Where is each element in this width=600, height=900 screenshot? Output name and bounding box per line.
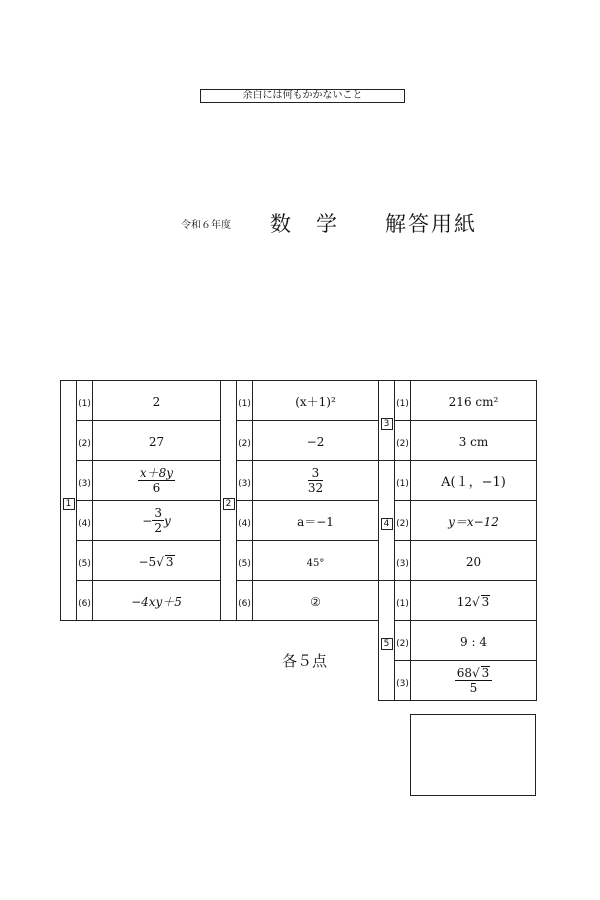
q2-4-answer-cell [253,501,379,541]
q2-6-num-cell [237,581,253,621]
q1-5-prefix: −5 [138,555,157,569]
q2-2-num-cell [237,421,253,461]
q2-5-num-cell [237,541,253,581]
q3-1-num: (1) [396,399,409,409]
page-title: 数 学 解答用紙 [270,212,477,236]
q4-1-answer-cell [411,461,537,501]
q1-4-answer-cell [93,501,221,541]
q2-1-num-cell [237,381,253,421]
q2-1-num: (1) [238,399,251,409]
q1-3-num-cell [77,461,93,501]
q1-3-fraction [138,466,175,495]
q5-3-num-cell [395,661,411,701]
q2-2-num: (2) [238,439,251,449]
q2-table [220,380,379,621]
q4-3-answer-cell [411,541,537,581]
q1-4-denominator: 2 [154,521,162,535]
q2-5-answer-cell [253,541,379,581]
score-note: 各５点 [282,652,328,670]
q5-1-num-cell [395,581,411,621]
q1-6-answer-cell [93,581,221,621]
q2-3-numerator: 3 [308,466,323,481]
q2-3-answer-cell [253,461,379,501]
q5-3-numerator [455,666,493,681]
q2-4-answer: a＝−1 [297,515,334,529]
q1-3-answer-cell [93,461,221,501]
q3-label: 3 [381,418,393,430]
q3-1-answer-cell [411,381,537,421]
q2-2-answer-cell [253,421,379,461]
q5-1-prefix: 12 [456,595,472,609]
q4-number-cell [379,461,395,581]
q5-3-num: (3) [396,679,409,689]
q1-5-num: (5) [78,559,91,569]
q2-2-answer: −2 [306,435,325,449]
q1-5-num-cell [77,541,93,581]
q2-4-num-cell [237,501,253,541]
q2-5-num: (5) [238,559,251,569]
q5-label: 5 [381,638,393,650]
q1-6-answer: −4xy＋5 [131,595,182,609]
q5-3-answer-cell [411,661,537,701]
q1-table [60,380,221,621]
q1-1-answer-cell [93,381,221,421]
q5-3-denominator: 5 [469,681,478,695]
q2-label: 2 [223,498,235,510]
q5-1-num: (1) [396,599,409,609]
q2-3-num: (3) [238,479,251,489]
score-box[interactable] [410,714,536,796]
q4-2-num: (2) [396,519,409,529]
school-year: 令和６年度 [181,220,231,231]
q4-label: 4 [381,518,393,530]
q2-1-answer-cell [253,381,379,421]
q5-3-fraction [455,666,493,695]
q4-1-num-cell [395,461,411,501]
radical-sign-icon: √ [156,555,164,569]
q1-number-cell [61,381,77,621]
radical-sign-icon: √ [471,666,480,680]
q1-4-num: (4) [78,519,91,529]
radical-sign-icon: √ [471,595,480,609]
q1-2-answer: 27 [148,435,165,449]
q1-4-num-cell [77,501,93,541]
q3-number-cell [379,381,395,461]
q3-q5-table [378,380,537,701]
q3-2-answer: 3 cm [458,435,489,449]
q1-6-num-cell [77,581,93,621]
q2-6-answer-cell [253,581,379,621]
q2-6-num: (6) [238,599,251,609]
q1-6-num: (6) [78,599,91,609]
q2-1-answer: (x＋1)² [295,395,336,409]
q5-2-num: (2) [396,639,409,649]
q3-1-answer: 216 cm² [448,395,499,409]
q1-1-num-cell [77,381,93,421]
q1-5-answer-cell [93,541,221,581]
q1-2-num-cell [77,421,93,461]
q1-1-num: (1) [78,399,91,409]
q5-2-num-cell [395,621,411,661]
q2-3-num-cell [237,461,253,501]
q4-2-answer-cell [411,501,537,541]
q1-4-sign: − [142,514,153,528]
q5-1-radicand: 3 [481,595,490,609]
q4-3-num-cell [395,541,411,581]
q3-2-answer-cell [411,421,537,461]
q5-3-num-radicand: 3 [481,666,490,680]
q1-1-answer: 2 [152,395,161,409]
q1-2-num: (2) [78,439,91,449]
q1-4-numerator: 3 [154,506,162,520]
margin-notice: 余白には何もかかないこと [200,89,405,103]
q3-2-num: (2) [396,439,409,449]
q1-3-numerator: x＋8y [139,466,174,480]
q3-1-num-cell [395,381,411,421]
q2-6-answer: ② [310,595,321,609]
q4-1-num: (1) [396,479,409,489]
q1-3-num: (3) [78,479,91,489]
q2-3-fraction [308,466,323,495]
q1-4-suffix: y [163,514,171,528]
q2-4-num: (4) [238,519,251,529]
q4-1-answer: A(１，−1) [441,475,506,490]
q2-3-denominator: 32 [307,481,324,495]
q5-number-cell [379,581,395,701]
q5-2-answer: 9 : 4 [460,635,487,649]
q4-2-answer: y＝x−12 [448,515,499,529]
q1-4-fraction [152,506,164,535]
q1-3-denominator: 6 [152,481,161,495]
q4-3-answer: 20 [465,555,482,569]
q4-3-num: (3) [396,559,409,569]
q2-5-answer: 45° [306,557,325,569]
q1-5-radicand: 3 [165,555,174,569]
q5-1-answer-cell [411,581,537,621]
q4-2-num-cell [395,501,411,541]
q5-3-num-prefix: 68 [456,666,472,680]
q1-label: 1 [63,498,75,510]
q2-number-cell [221,381,237,621]
q5-2-answer-cell [411,621,537,661]
q3-2-num-cell [395,421,411,461]
q1-2-answer-cell [93,421,221,461]
